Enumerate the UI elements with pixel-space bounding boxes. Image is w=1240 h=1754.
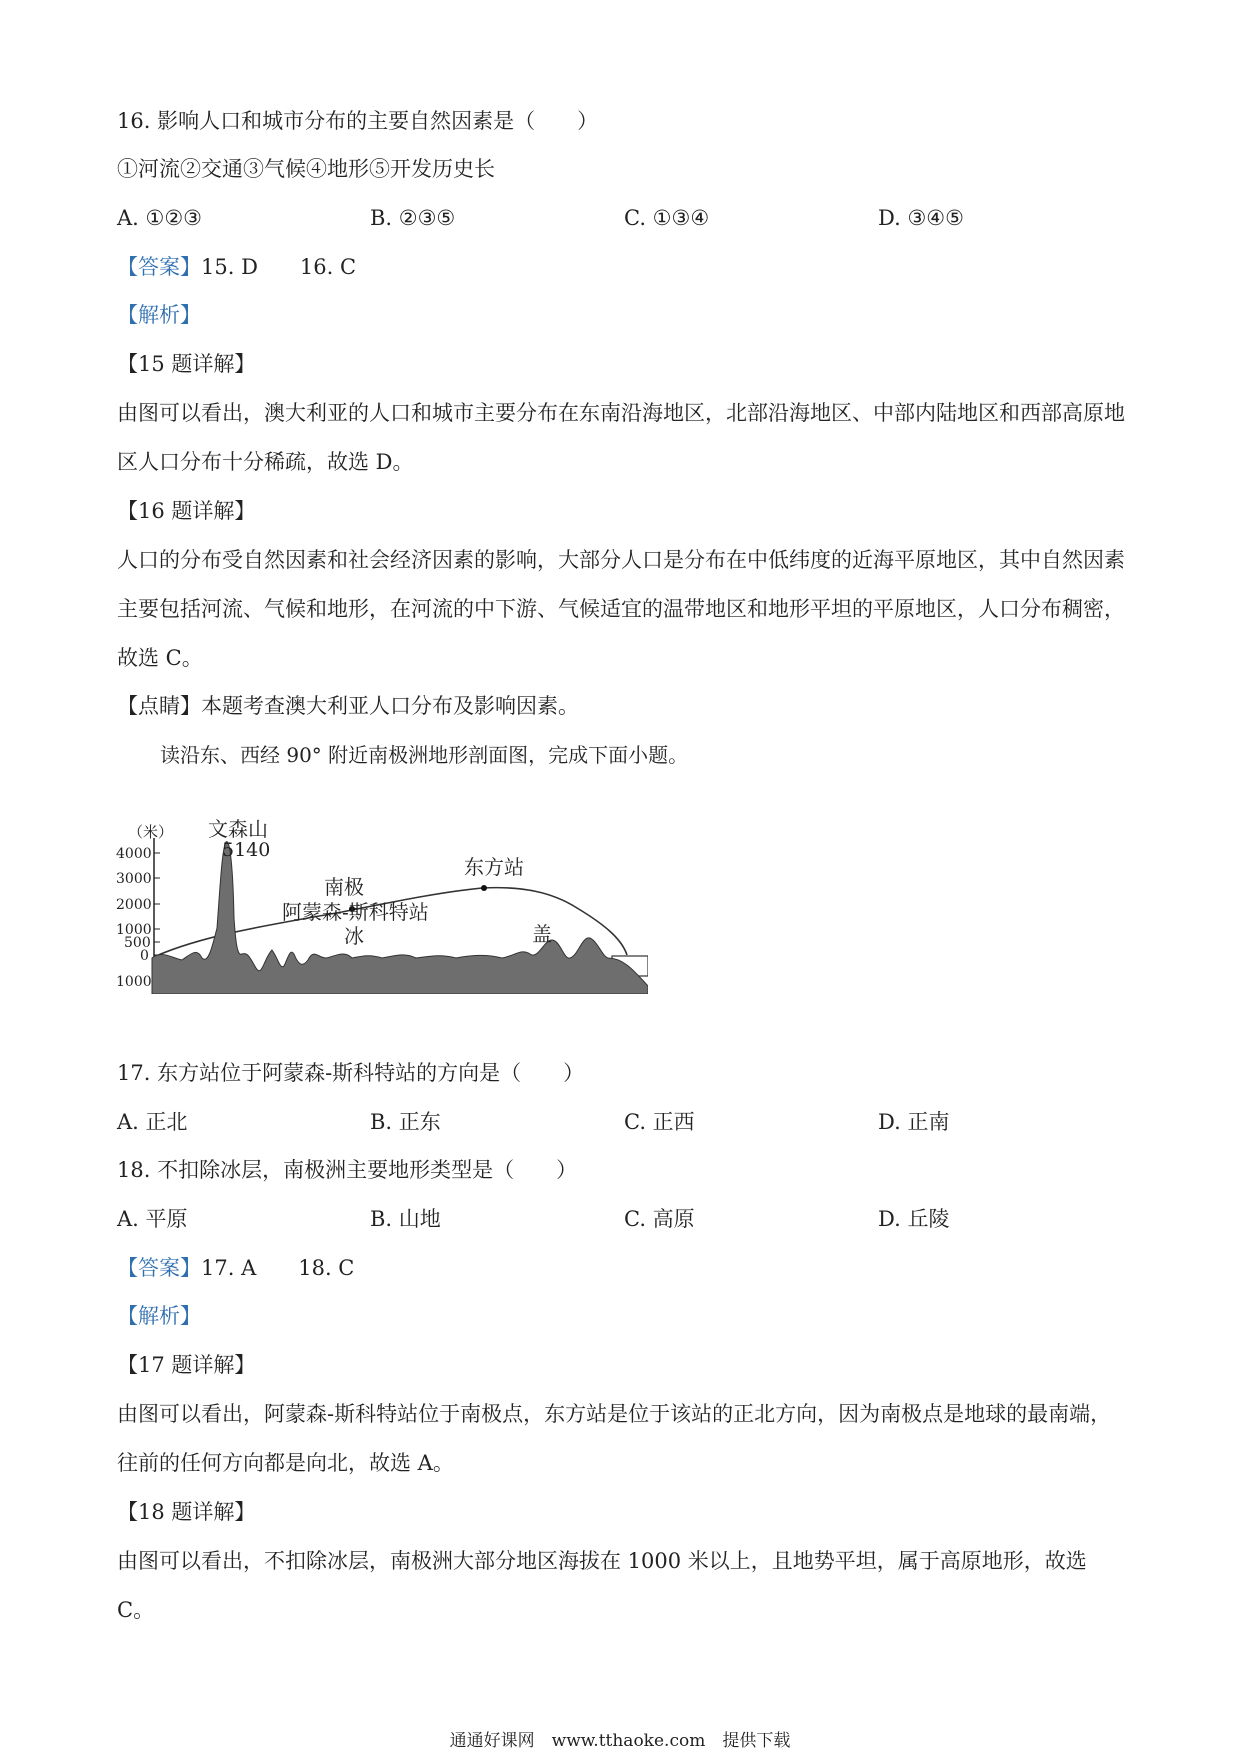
answer-block-2 (117, 1253, 354, 1283)
south-pole-label: 南极 (324, 875, 364, 899)
q16-stem: 16. 影响人口和城市分布的主要自然因素是（ ） (117, 109, 599, 133)
q18-stem: 18. 不扣除冰层，南极洲主要地形类型是（ ） (117, 1158, 578, 1182)
q18-option-c: C. 高原 (624, 1207, 695, 1231)
tick-label-500: 500 (124, 935, 151, 951)
q16-option-a: A. ①②③ (117, 206, 202, 230)
q17-option-a: A. 正北 (117, 1110, 188, 1134)
q16-option-d: D. ③④⑤ (878, 206, 964, 230)
q17-option-b: B. 正东 (370, 1110, 441, 1134)
answer-text: 15. D 16. C (201, 255, 357, 279)
q16-factors: ①河流②交通③气候④地形⑤开发历史长 (117, 157, 495, 181)
antarctica-profile-figure (112, 808, 648, 994)
analysis-label: 【解析】 (117, 303, 201, 327)
q15-detail-title: 【15 题详解】 (117, 352, 256, 376)
q17-detail-body: 由图可以看出，阿蒙森-斯科特站位于南极点，东方站是位于该站的正北方向，因为南极点是地球的最南端，往前的任何方向都是向北，故选 A。 (117, 1402, 1112, 1475)
figure-intro: 读沿东、西经 90° 附近南极洲地形剖面图，完成下面小题。 (160, 743, 689, 767)
q18-option-d: D. 丘陵 (878, 1207, 950, 1231)
q16-option-c: C. ①③④ (624, 206, 710, 230)
mountain-height: 5140 (222, 839, 271, 861)
analysis-label-2: 【解析】 (117, 1304, 201, 1328)
tick-label-minus-1000: 1000 (116, 974, 152, 990)
unit-label: （米） (128, 823, 174, 841)
q18-detail-title: 【18 题详解】 (117, 1500, 256, 1524)
comment-note: 【点睛】本题考查澳大利亚人口分布及影响因素。 (117, 694, 579, 718)
profile-svg (112, 808, 648, 994)
ice-label-2: 盖 (532, 922, 552, 946)
page-footer: 通通好课网 www.tthaoke.com 提供下载 (449, 1731, 791, 1751)
amundsen-scott-label: 阿蒙森-斯科特站 (282, 900, 429, 924)
answer-block-1 (117, 252, 356, 282)
q16-option-b: B. ②③⑤ (370, 206, 456, 230)
tick-label-3000: 3000 (116, 871, 152, 887)
answer-label: 【答案】 (117, 255, 201, 279)
tick-label-2000: 2000 (116, 897, 152, 913)
q18-detail-body: 由图可以看出，不扣除冰层，南极洲大部分地区海拔在 1000 米以上，且地势平坦，属于高原地形，故选 C。 (117, 1549, 1087, 1622)
q16-detail-body: 人口的分布受自然因素和社会经济因素的影响，大部分人口是分布在中低纬度的近海平原地区，其中自然因素主要包括河流、气候和地形，在河流的中下游、气候适宜的温带地区和地形平坦的平原地区，人口分布稠密，故选 C。 (117, 548, 1125, 670)
tick-label-0: 0 (140, 948, 149, 964)
tick-label-4000: 4000 (116, 846, 152, 862)
q18-option-a: A. 平原 (117, 1207, 188, 1231)
vostok-dot (481, 885, 487, 891)
q17-stem: 17. 东方站位于阿蒙森-斯科特站的方向是（ ） (117, 1061, 585, 1085)
mountain-name: 文森山 (208, 817, 268, 841)
q16-detail-title: 【16 题详解】 (117, 499, 256, 523)
q15-detail-body: 由图可以看出，澳大利亚的人口和城市主要分布在东南沿海地区，北部沿海地区、中部内陆地区和西部高原地区人口分布十分稀疏，故选 D。 (117, 401, 1125, 474)
answer-label-2: 【答案】 (117, 1256, 201, 1280)
q17-option-c: C. 正西 (624, 1110, 695, 1134)
answer-text-2: 17. A 18. C (201, 1256, 355, 1280)
q17-option-d: D. 正南 (878, 1110, 950, 1134)
ice-label-1: 冰 (344, 924, 364, 948)
q18-option-b: B. 山地 (370, 1207, 441, 1231)
q17-detail-title: 【17 题详解】 (117, 1353, 256, 1377)
vostok-label: 东方站 (464, 855, 524, 879)
tick-label-1000: 1000 (116, 922, 152, 938)
